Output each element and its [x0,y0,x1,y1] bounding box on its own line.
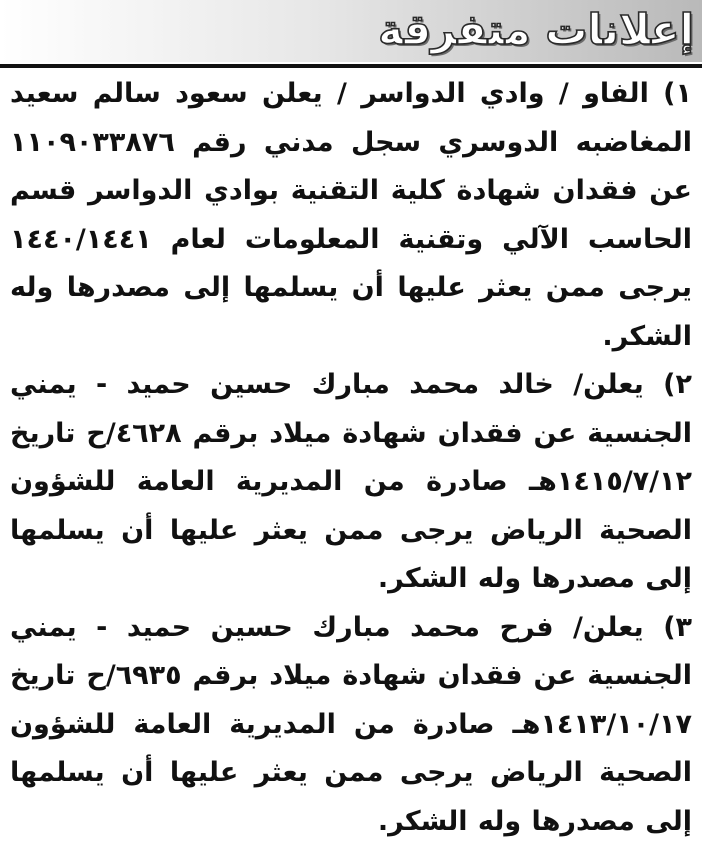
section-header [0,0,702,62]
ads-list [10,70,692,846]
header-divider [0,64,702,68]
ad-number: ٢) [663,369,692,400]
ad-item-2 [10,361,692,604]
ad-number: ٣) [663,612,692,643]
ad-number: ١) [663,78,692,109]
section-title: إعلانات متفرقة [378,4,694,56]
ad-text: الفاو / وادي الدواسر / يعلن سعود سالم سعيد المغاضبه الدوسري سجل مدني رقم ١١٠٩٠٣٣٨٧٦ عن فقدان شهادة كلية التقنية بوادي الدواسر قسم الحاسب الآلي وتقنية المعلومات لعام ١٤٤٠/١٤٤١ يرجى ممن يعثر عليها أن يسلمها إلى مصدرها وله الشكر. [10,78,692,352]
ad-text: يعلن/ خالد محمد مبارك حسين حميد - يمني الجنسية عن فقدان شهادة ميلاد برقم ٤٦٢٨/ح تاريخ ١٤١٥/٧/١٢هـ صادرة من المديرية العامة للشؤون الصحية الرياض يرجى ممن يعثر عليها أن يسلمها إلى مصدرها وله الشكر. [10,369,692,594]
ad-text: يعلن/ فرح محمد مبارك حسين حميد - يمني الجنسية عن فقدان شهادة ميلاد برقم ٦٩٣٥/ح تاريخ ١٤١٣/١٠/١٧هـ صادرة من المديرية العامة للشؤون الصحية الرياض يرجى ممن يعثر عليها أن يسلمها إلى مصدرها وله الشكر. [10,612,692,837]
ad-item-3 [10,604,692,846]
ad-item-1 [10,70,692,361]
